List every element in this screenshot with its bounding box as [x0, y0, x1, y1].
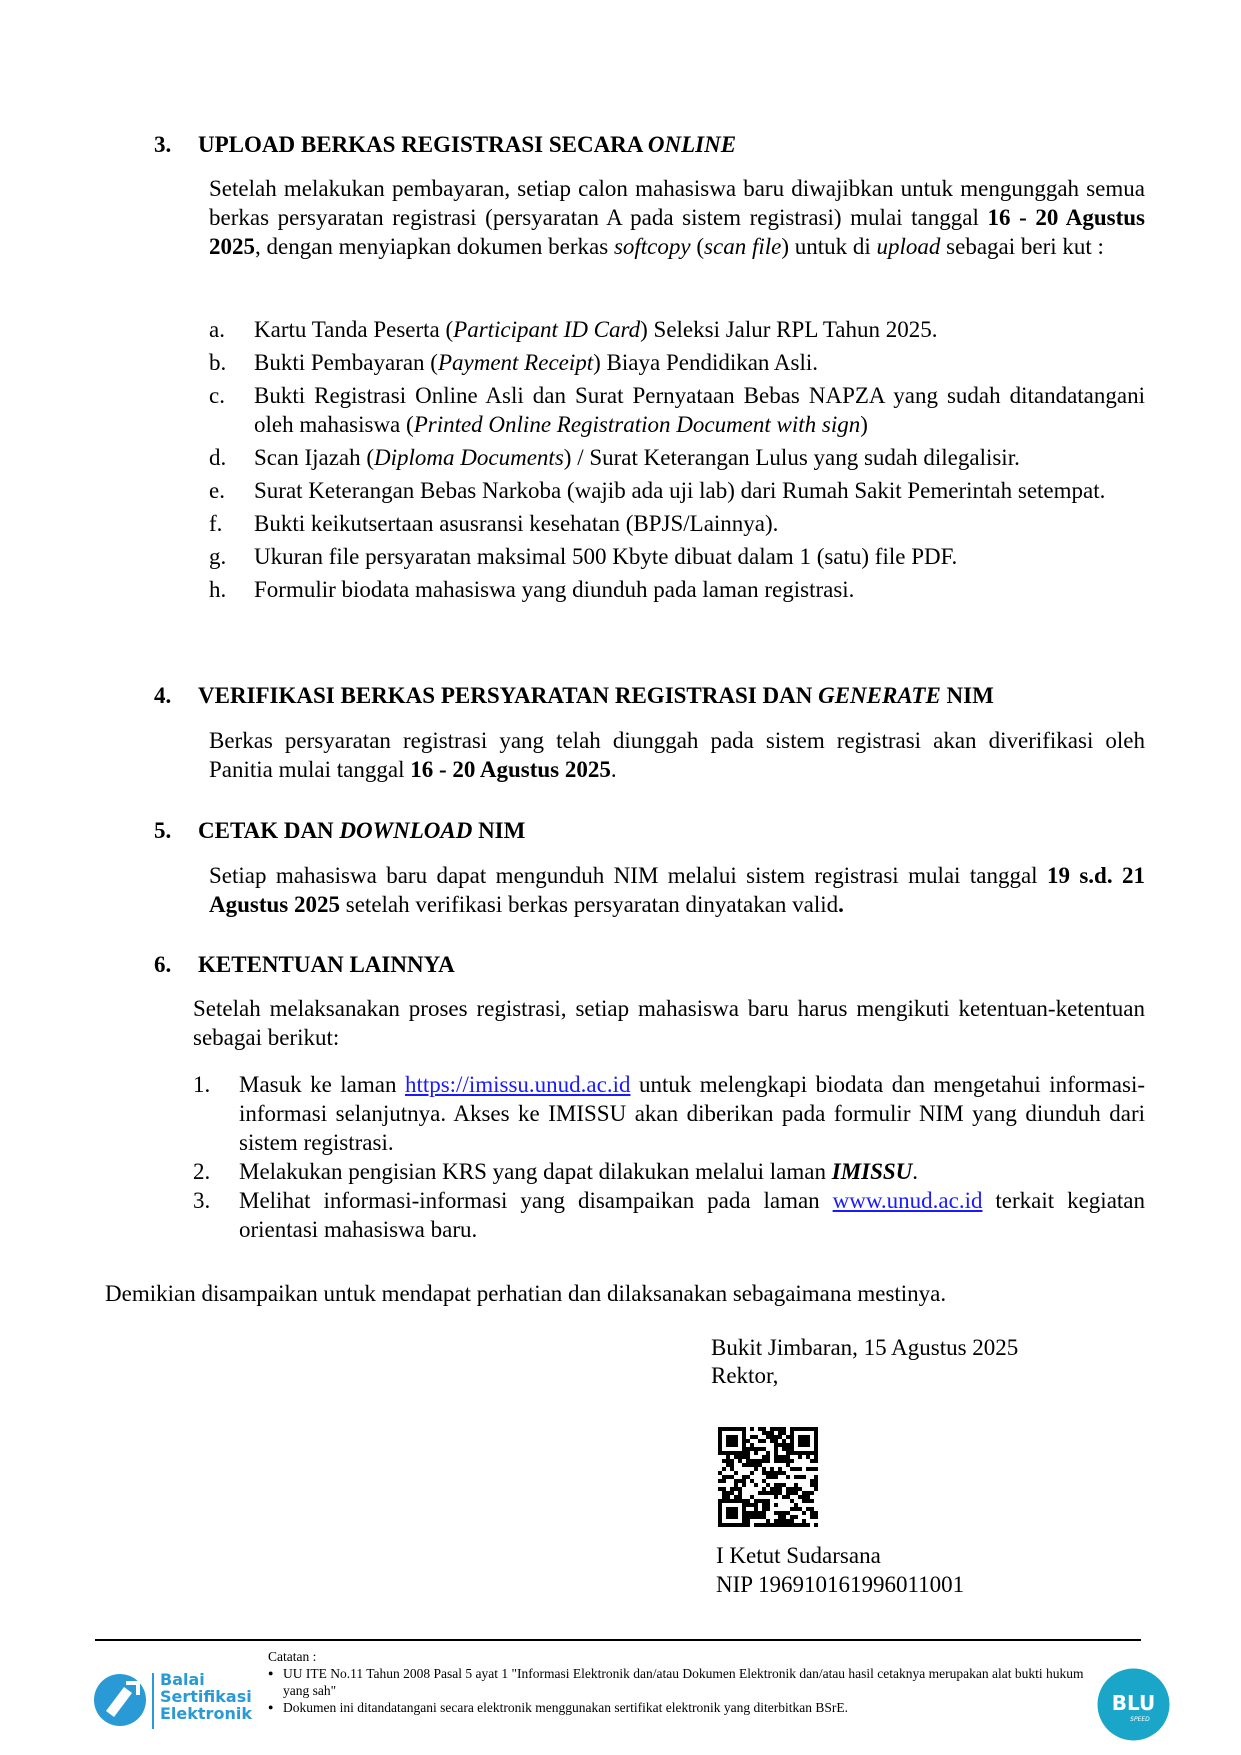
- section-title: UPLOAD BERKAS REGISTRASI SECARA ONLINE: [198, 132, 737, 157]
- list-marker: d.: [209, 445, 227, 470]
- footer-note-list: [268, 1665, 1088, 1716]
- section-4-paragraph: [209, 726, 1145, 784]
- section-6-list: [193, 1070, 1145, 1244]
- svg-text:SPEED: SPEED: [1130, 1716, 1150, 1723]
- list-marker: 3.: [193, 1188, 211, 1213]
- text-run: upload: [876, 234, 941, 259]
- text-run: .: [610, 757, 617, 782]
- text-run: Bukti Pembayaran (: [254, 350, 438, 375]
- list-marker: f.: [209, 511, 223, 536]
- text-run: scan file: [704, 234, 782, 259]
- list-item: [209, 315, 1145, 344]
- list-marker: c.: [209, 383, 225, 408]
- text-run: Bukti keikutsertaan asusransi kesehatan (BPJS/Lainnya).: [254, 511, 779, 536]
- signatory-name: I Ketut Sudarsana: [716, 1543, 881, 1568]
- section-title: KETENTUAN LAINNYA: [198, 952, 455, 977]
- text-run: Kartu Tanda Peserta (: [254, 317, 454, 342]
- text-run: Payment Receipt: [437, 350, 594, 375]
- blu-speed-logo: [1096, 1667, 1171, 1742]
- text-run: 19 s.d. 21 Agustus 2025: [209, 863, 1145, 917]
- text-run: Ukuran file persyaratan maksimal 500 Kbyte dibuat dalam 1 (satu) file PDF.: [254, 544, 958, 569]
- link[interactable]: https://imissu.unud.ac.id: [404, 1072, 631, 1097]
- text-run: ) untuk di: [781, 234, 877, 259]
- place-date: Bukit Jimbaran, 15 Agustus 2025: [711, 1335, 1019, 1360]
- list-item: [209, 476, 1145, 505]
- list-marker: g.: [209, 544, 227, 569]
- list-marker: a.: [209, 317, 225, 342]
- text-run: terkait kegiatan orientasi mahasiswa baru.: [239, 1188, 1145, 1242]
- text-run: 16 - 20 Agustus 2025: [410, 757, 611, 782]
- section-number: 4.: [154, 683, 172, 708]
- list-item: [209, 509, 1145, 538]
- text-run: Scan Ijazah (: [254, 445, 375, 470]
- footer-note: ● Dokumen ini ditandatangani secara elektronik menggunakan sertifikat elektronik yang diterbitkan BSrE.: [268, 1699, 1088, 1716]
- list-marker: 1.: [193, 1072, 211, 1097]
- section-title: VERIFIKASI BERKAS PERSYARATAN REGISTRASI DAN GENERATE NIM: [198, 683, 994, 708]
- text-run: Melihat informasi-informasi yang disampaikan pada laman: [239, 1188, 833, 1213]
- section-number: 6.: [154, 952, 172, 977]
- text-run: , dengan menyiapkan dokumen berkas: [255, 234, 614, 259]
- section-number: 5.: [154, 818, 172, 843]
- text-run: ) Biaya Pendidikan Asli.: [593, 350, 819, 375]
- signatory-nip: NIP 196910161996011001: [716, 1572, 965, 1597]
- text-run: sebagai beri kut :: [940, 234, 1104, 259]
- text-run: Masuk ke laman: [239, 1072, 405, 1097]
- text-run: untuk melengkapi biodata dan mengetahui informasi-informasi selanjutnya. Akses ke IMISSU akan diberikan pada formulir NIM yang diunduh dari sistem registrasi.: [239, 1072, 1145, 1155]
- text-run: setelah verifikasi berkas persyaratan dinyatakan valid: [340, 892, 839, 917]
- list-marker: h.: [209, 577, 227, 602]
- text-run: Participant ID Card: [453, 317, 641, 342]
- text-run: ): [860, 412, 868, 437]
- list-item: [209, 575, 1145, 604]
- section-3-paragraph: [209, 174, 1145, 261]
- section-5-paragraph: [209, 861, 1145, 919]
- closing-sentence: Demikian disampaikan untuk mendapat perhatian dan dilaksanakan sebagaimana mestinya.: [105, 1281, 947, 1306]
- bsre-logo-text: Balai Sertifikasi Elektronik: [160, 1670, 252, 1723]
- text-run: 16 - 20 Agustus 2025: [209, 205, 1145, 259]
- text-run: Melakukan pengisian KRS yang dapat dilakukan melalui laman: [239, 1159, 832, 1184]
- text-run: .: [838, 892, 844, 917]
- text-run: Setelah melakukan pembayaran, setiap calon mahasiswa baru diwajibkan untuk mengunggah semua berkas persyaratan registrasi (persyaratan A pada sistem registrasi) mulai tanggal: [209, 176, 1145, 230]
- text-run: .: [912, 1159, 919, 1184]
- text-run: ) Seleksi Jalur RPL Tahun 2025.: [640, 317, 938, 342]
- footer-divider: [95, 1639, 1141, 1641]
- footer-note: ● UU ITE No.11 Tahun 2008 Pasal 5 ayat 1 "Informasi Elektronik dan/atau Dokumen Elektronik dan/atau hasil cetaknya merupakan alat bukti hukum yang sah": [268, 1665, 1088, 1699]
- list-item: [209, 381, 1145, 439]
- list-item: [193, 1186, 1145, 1244]
- text-run: Bukti Registrasi Online Asli dan Surat Pernyataan Bebas NAPZA yang sudah ditandatangani oleh mahasiswa (: [254, 383, 1145, 437]
- text-run: Diploma Documents: [374, 445, 564, 470]
- section-number: 3.: [154, 132, 172, 157]
- text-run: Setiap mahasiswa baru dapat mengunduh NIM melalui sistem registrasi mulai tanggal: [209, 863, 1047, 888]
- text-run: Setelah melaksanakan proses registrasi, setiap mahasiswa baru harus mengikuti ketentuan-ketentuan sebagai berikut:: [193, 996, 1145, 1050]
- text-run: IMISSU: [831, 1159, 913, 1184]
- section-title: CETAK DAN DOWNLOAD NIM: [198, 818, 526, 843]
- list-marker: b.: [209, 350, 227, 375]
- list-item: [209, 542, 1145, 571]
- list-item: [209, 443, 1145, 472]
- text-run: Surat Keterangan Bebas Narkoba (wajib ada uji lab) dari Rumah Sakit Pemerintah setempat.: [254, 478, 1106, 503]
- list-item: [193, 1157, 1145, 1186]
- text-run: (: [690, 234, 705, 259]
- text-run: softcopy: [613, 234, 691, 259]
- text-run: ) / Surat Keterangan Lulus yang sudah dilegalisir.: [563, 445, 1020, 470]
- footer-note-label: Catatan :: [268, 1649, 317, 1664]
- section-3-requirements-list: [209, 315, 1145, 608]
- section-6-paragraph: [193, 994, 1145, 1052]
- text-run: Formulir biodata mahasiswa yang diunduh pada laman registrasi.: [254, 577, 855, 602]
- text-run: Berkas persyaratan registrasi yang telah diunggah pada sistem registrasi akan diverifikasi oleh Panitia mulai tanggal: [209, 728, 1145, 782]
- link[interactable]: www.unud.ac.id: [832, 1188, 983, 1213]
- signatory-role: Rektor,: [711, 1363, 779, 1388]
- text-run: Printed Online Registration Document with sign: [413, 412, 861, 437]
- footer-notes: [268, 1648, 1088, 1716]
- qr-code: [718, 1427, 818, 1527]
- list-marker: 2.: [193, 1159, 211, 1184]
- list-marker: e.: [209, 478, 225, 503]
- list-item: [193, 1070, 1145, 1157]
- svg-text:BLU: BLU: [1111, 1691, 1156, 1715]
- list-item: [209, 348, 1145, 377]
